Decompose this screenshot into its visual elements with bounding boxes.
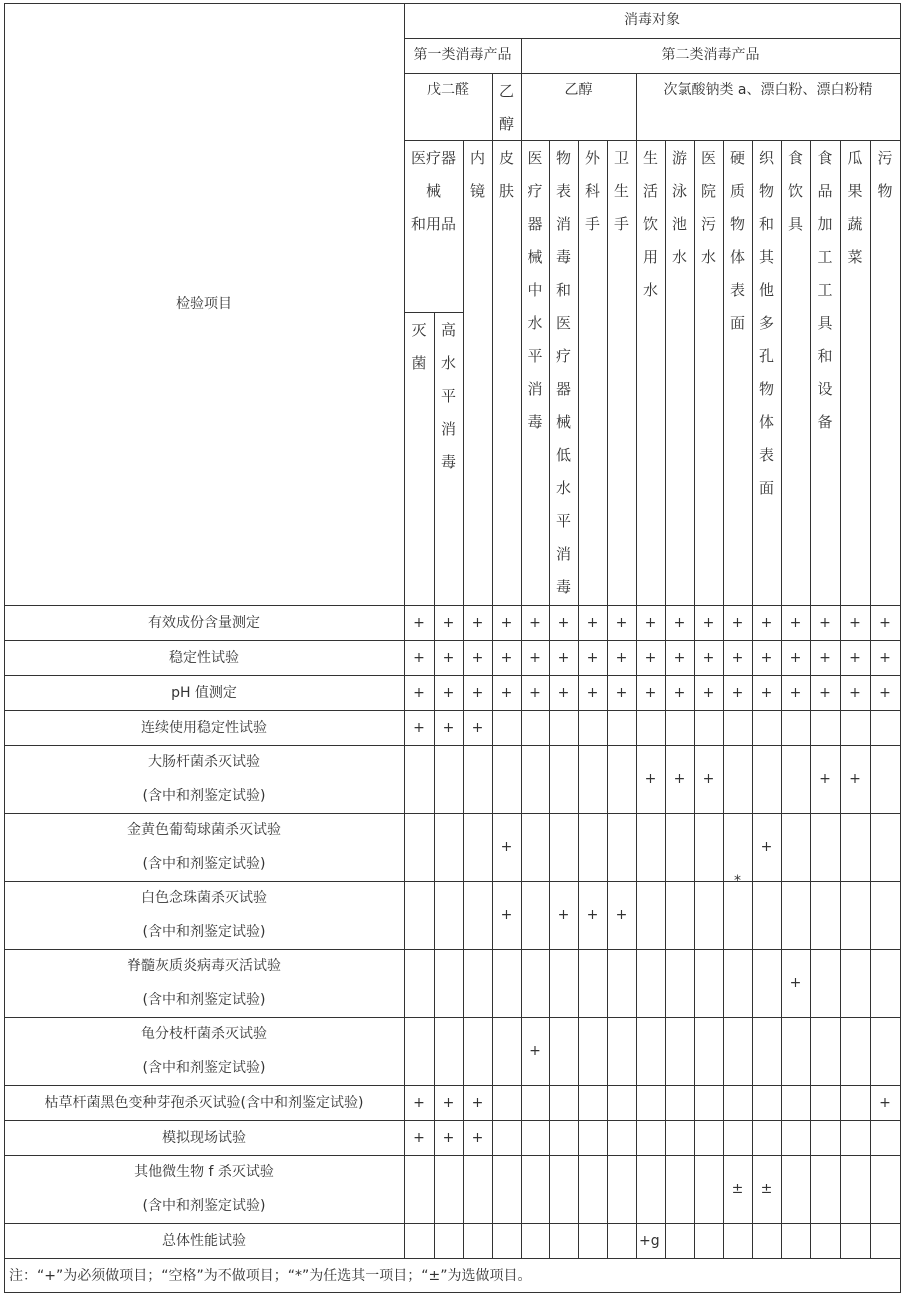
requirement-mark: +g	[639, 1232, 660, 1249]
object-medical-devices: 医疗器 械 和用品	[410, 149, 456, 233]
test-item-name: 连续使用稳定性试验	[141, 719, 267, 736]
object-endoscope: 内 镜	[469, 149, 485, 200]
header-category-2: 第二类消毒产品	[661, 47, 760, 63]
requirement-mark: +	[615, 614, 628, 631]
requirement-mark: +	[413, 684, 425, 701]
test-item-label	[4, 1223, 404, 1258]
requirement-mark: +	[413, 649, 425, 666]
requirement-mark: +	[644, 771, 657, 787]
object-sterilization: 灭 菌	[411, 321, 427, 372]
header-check-items: 检验项目	[176, 295, 232, 312]
requirement-mark: +	[529, 684, 541, 701]
requirement-mark: +	[413, 1094, 425, 1111]
requirement-mark: +	[442, 684, 455, 701]
requirement-mark: +	[879, 649, 891, 666]
object-hard-surface: 硬 质 物 体 表 面	[729, 149, 745, 332]
requirement-mark: +	[586, 684, 599, 701]
object-swimming-pool-water: 游 泳 池 水	[671, 149, 687, 266]
requirement-mark: +	[731, 684, 744, 701]
requirement-mark: +	[702, 614, 715, 631]
test-item-label	[4, 813, 404, 881]
test-item-note: (含中和剂鉴定试验)	[142, 856, 266, 872]
requirement-mark: +	[760, 649, 773, 666]
requirement-mark: +	[644, 684, 657, 701]
object-skin: 皮 肤	[498, 149, 514, 200]
header-glutaraldehyde: 戊二醛	[427, 82, 469, 98]
requirement-mark: +	[702, 684, 715, 701]
requirement-mark: +	[849, 684, 861, 701]
requirement-mark: +	[586, 907, 599, 923]
test-item-name: 金黄色葡萄球菌杀灭试验	[127, 822, 281, 838]
requirement-mark: +	[442, 614, 455, 631]
object-waste: 污 物	[877, 149, 893, 200]
object-tableware: 食 饮 具	[787, 149, 803, 233]
header-ethanol: 乙醇	[564, 82, 593, 98]
test-item-label	[4, 710, 404, 745]
requirement-mark: +	[413, 614, 425, 631]
test-item-name: 脊髓灰质炎病毒灭活试验	[127, 958, 281, 974]
requirement-mark: +	[673, 649, 686, 666]
test-item-label	[4, 605, 404, 640]
test-item-note: (含中和剂鉴定试验)	[142, 1060, 266, 1076]
requirement-mark: +	[879, 684, 891, 701]
optional-mark: *	[734, 873, 741, 889]
object-hygienic-hand: 卫 生 手	[613, 149, 629, 233]
requirement-mark: +	[471, 614, 484, 631]
test-item-name: 总体性能试验	[162, 1232, 246, 1249]
test-item-name: 大肠杆菌杀灭试验	[148, 754, 260, 770]
requirement-mark: +	[819, 649, 831, 666]
test-item-name: 其他微生物 f 杀灭试验	[134, 1164, 274, 1180]
grid-line	[900, 3, 901, 1292]
requirement-mark: +	[442, 649, 455, 666]
object-food-equipment: 食 品 加 工 工 具 和 设 备	[817, 149, 833, 431]
requirement-mark: +	[413, 1129, 425, 1146]
header-disinfect-object: 消毒对象	[624, 12, 680, 28]
requirement-mark: +	[557, 684, 570, 701]
requirement-mark: +	[615, 907, 628, 923]
requirement-mark: ±	[760, 1181, 773, 1197]
test-item-label	[4, 1085, 404, 1120]
test-item-note: (含中和剂鉴定试验)	[142, 1198, 266, 1214]
requirement-mark: +	[760, 614, 773, 631]
test-item-note: (含中和剂鉴定试验)	[142, 788, 266, 804]
requirement-mark: +	[557, 614, 570, 631]
requirement-mark: +	[529, 1043, 541, 1059]
requirement-mark: +	[644, 614, 657, 631]
object-textile-porous: 织 物 和 其 他 多 孔 物 体 表 面	[758, 149, 774, 497]
requirement-mark: +	[471, 719, 484, 736]
test-item-label	[4, 1120, 404, 1155]
requirement-mark: +	[673, 614, 686, 631]
requirement-mark: ±	[731, 1181, 744, 1197]
requirement-mark: +	[702, 649, 715, 666]
requirement-mark: +	[529, 614, 541, 631]
requirement-mark: +	[615, 649, 628, 666]
object-surgical-hand: 外 科 手	[584, 149, 600, 233]
requirement-mark: +	[586, 614, 599, 631]
test-item-label	[4, 745, 404, 813]
requirement-mark: +	[673, 684, 686, 701]
requirement-mark: +	[789, 614, 802, 631]
grid-line	[4, 1292, 901, 1293]
test-item-name: pH 值测定	[171, 684, 237, 701]
requirement-mark: +	[879, 614, 891, 631]
requirement-mark: +	[500, 684, 513, 701]
object-drinking-water: 生 活 饮 用 水	[642, 149, 658, 299]
test-item-note: (含中和剂鉴定试验)	[142, 924, 266, 940]
requirement-mark: +	[442, 1094, 455, 1111]
requirement-mark: +	[731, 649, 744, 666]
requirement-mark: +	[819, 771, 831, 787]
requirement-mark: +	[471, 649, 484, 666]
object-hospital-sewage: 医 院 污 水	[700, 149, 716, 266]
header-category-1: 第一类消毒产品	[413, 47, 512, 63]
test-item-label	[4, 640, 404, 675]
requirement-mark: +	[789, 975, 802, 991]
requirement-mark: +	[731, 614, 744, 631]
requirement-mark: +	[879, 1094, 891, 1111]
requirement-mark: +	[442, 1129, 455, 1146]
requirement-mark: +	[529, 649, 541, 666]
test-item-label	[4, 881, 404, 949]
requirement-mark: +	[760, 684, 773, 701]
requirement-mark: +	[586, 649, 599, 666]
test-item-label	[4, 675, 404, 710]
requirement-mark: +	[471, 1129, 484, 1146]
test-item-name: 模拟现场试验	[162, 1129, 246, 1146]
test-item-label	[4, 1017, 404, 1085]
test-item-note: (含中和剂鉴定试验)	[142, 992, 266, 1008]
requirement-mark: +	[557, 907, 570, 923]
requirement-mark: +	[500, 907, 513, 923]
requirement-mark: +	[849, 614, 861, 631]
object-medical-mid-level: 医 疗 器 械 中 水 平 消 毒	[527, 149, 543, 431]
header-ethanol-skin: 乙 醇	[498, 82, 514, 133]
object-fruit-vegetables: 瓜 果 蔬 菜	[847, 149, 863, 266]
test-item-name: 白色念珠菌杀灭试验	[141, 890, 267, 906]
requirement-mark: +	[819, 684, 831, 701]
requirement-mark: +	[442, 719, 455, 736]
requirement-mark: +	[413, 719, 425, 736]
requirement-mark: +	[615, 684, 628, 701]
table-note: 注：“+”为必须做项目；“空格”为不做项目；“*”为任选其一项目；“±”为选做项目。	[9, 1268, 532, 1284]
requirement-mark: +	[557, 649, 570, 666]
test-item-label	[4, 1155, 404, 1223]
requirement-mark: +	[673, 771, 686, 787]
object-high-level: 高 水 平 消 毒	[440, 321, 456, 471]
requirement-mark: +	[702, 771, 715, 787]
requirement-mark: +	[819, 614, 831, 631]
test-item-name: 龟分枝杆菌杀灭试验	[141, 1026, 267, 1042]
requirement-mark: +	[789, 649, 802, 666]
requirement-mark: +	[644, 649, 657, 666]
requirement-mark: +	[500, 614, 513, 631]
requirement-mark: +	[500, 839, 513, 855]
test-item-name: 有效成份含量测定	[148, 614, 260, 631]
requirement-mark: +	[849, 649, 861, 666]
header-hypochlorite: 次氯酸钠类 a、漂白粉、漂白粉精	[663, 82, 873, 98]
requirement-mark: +	[849, 771, 861, 787]
test-item-name: 稳定性试验	[169, 649, 239, 666]
requirement-mark: +	[760, 839, 773, 855]
requirement-mark: +	[500, 649, 513, 666]
requirement-mark: +	[471, 1094, 484, 1111]
test-item-name: 枯草杆菌黑色变种芽孢杀灭试验(含中和剂鉴定试验)	[44, 1094, 364, 1111]
test-item-label	[4, 949, 404, 1017]
object-surface-low-level: 物 表 消 毒 和 医 疗 器 械 低 水 平 消 毒	[555, 149, 571, 596]
requirement-mark: +	[789, 684, 802, 701]
requirement-mark: +	[471, 684, 484, 701]
